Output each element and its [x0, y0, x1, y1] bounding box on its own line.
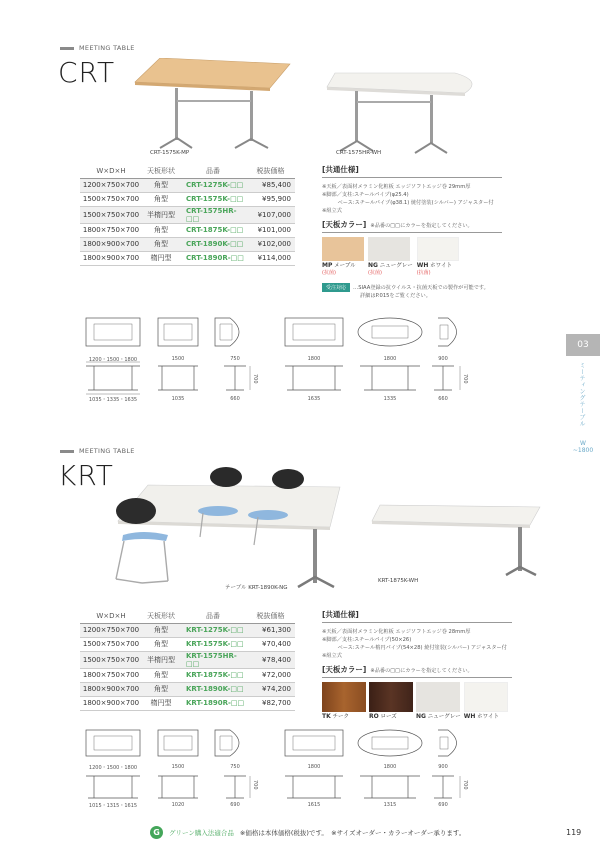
krt-spec-title: [共通仕様] — [322, 609, 512, 623]
color-option-ro: RO ローズ — [369, 682, 413, 720]
cell-price: ¥107,000 — [246, 206, 295, 223]
cell-price: ¥82,700 — [246, 696, 295, 710]
cell-price: ¥61,300 — [246, 623, 295, 637]
cell-shape: 半楕円型 — [142, 206, 180, 223]
crt-spec-block — [322, 164, 502, 300]
crt-color-title: [天板カラー] — [322, 220, 367, 229]
dim-label: 1315 — [383, 802, 397, 808]
dim-label: 660 — [230, 396, 240, 402]
dim-label: 690 — [230, 802, 240, 808]
spec-line: ※組立式 — [322, 653, 342, 659]
dim-label: 1500 — [171, 764, 185, 770]
dim-label: 1335 — [383, 396, 397, 402]
cell-size: 1800×750×700 — [80, 223, 142, 237]
table-header-row — [80, 609, 295, 623]
dim-label: 1615 — [307, 802, 321, 808]
cell-price: ¥78,400 — [246, 651, 295, 668]
crt-color-note: ※品番の□□にカラーを指定してください。 — [370, 223, 473, 229]
dim-label: 1200・1500・1800 — [88, 765, 138, 771]
cell-shape: 楕円型 — [142, 696, 180, 710]
cell-price: ¥95,900 — [246, 192, 295, 206]
table-row — [80, 637, 295, 651]
dim-label: 700 — [252, 374, 258, 384]
krt-photo-with-chairs-caption: テーブル KRT-1890K-NG — [225, 585, 288, 591]
white-swatch — [417, 237, 459, 261]
dim-label: 1800 — [383, 356, 397, 362]
teak-swatch — [322, 682, 366, 712]
dim-label: 1035 — [171, 396, 185, 402]
cell-code: KRT-1875K-□□ — [180, 668, 246, 682]
cell-shape: 角型 — [142, 668, 180, 682]
dim-label: 1800 — [307, 356, 321, 362]
cell-size: 1800×750×700 — [80, 668, 142, 682]
crt-photo-rect — [130, 58, 295, 150]
dim-label: 900 — [438, 764, 448, 770]
cell-code: KRT-1890K-□□ — [180, 682, 246, 696]
dim-label: 1800 — [307, 764, 321, 770]
spec-line: ※脚部／支柱:スチールパイプ(φ25.4) — [322, 192, 409, 198]
cell-price: ¥114,000 — [246, 251, 295, 265]
maple-swatch — [322, 237, 364, 261]
crt-title: CRT — [58, 56, 116, 89]
col-header: 税抜価格 — [246, 164, 295, 178]
cell-size: 1800×900×700 — [80, 237, 142, 251]
cell-price: ¥72,000 — [246, 668, 295, 682]
table-row — [80, 682, 295, 696]
dim-label: 900 — [438, 356, 448, 362]
cell-size: 1500×750×700 — [80, 192, 142, 206]
green-purchase-text: グリーン購入法適合品 — [169, 829, 234, 837]
spec-line: ※天板／表面材メラミン化粧板 エッジソフトエッジ巻 28mm厚 — [322, 629, 471, 635]
cell-price: ¥74,200 — [246, 682, 295, 696]
krt-color-title: [天板カラー] — [322, 665, 367, 674]
cell-code: CRT-1575HR-□□ — [180, 206, 246, 223]
cell-size: 1500×750×700 — [80, 651, 142, 668]
cell-code: KRT-1890R-□□ — [180, 696, 246, 710]
newgray-swatch — [416, 682, 460, 712]
krt-price-table — [80, 609, 295, 711]
dim-label: 1500 — [171, 356, 185, 362]
cell-shape: 楕円型 — [142, 251, 180, 265]
white-swatch — [464, 682, 508, 712]
spec-line: ベース:スチール楕円パイプ(54×28) 焼付塗装(シルバー) アジャスター付 — [322, 645, 507, 651]
cell-shape: 角型 — [142, 682, 180, 696]
cell-shape: 角型 — [142, 237, 180, 251]
cell-size: 1500×750×700 — [80, 637, 142, 651]
table-row — [80, 206, 295, 223]
col-header: W×D×H — [80, 609, 142, 623]
newgray-swatch — [368, 237, 410, 261]
cell-code: CRT-1890R-□□ — [180, 251, 246, 265]
cell-size: 1800×900×700 — [80, 251, 142, 265]
krt-photo-rect-caption: KRT-1875K-WH — [378, 578, 419, 584]
green-purchase-logo-icon: G — [150, 826, 163, 839]
cell-shape: 角型 — [142, 223, 180, 237]
dim-label: 750 — [230, 764, 240, 770]
col-header: W×D×H — [80, 164, 142, 178]
table-row — [80, 623, 295, 637]
cell-shape: 角型 — [142, 637, 180, 651]
color-option-ng: NG ニューグレー (抗菌) — [368, 237, 413, 276]
color-option-mp: MP メープル (抗菌) — [322, 237, 364, 276]
spec-line: ※脚部／支柱:スチールパイプ(50×26) — [322, 637, 412, 643]
chapter-tab: 03 — [566, 334, 600, 356]
dim-label: 700 — [252, 780, 258, 790]
cell-price: ¥101,000 — [246, 223, 295, 237]
chapter-range: W ~1800 — [572, 440, 594, 454]
spec-line: ※組立式 — [322, 208, 342, 214]
col-header: 品番 — [180, 164, 246, 178]
table-row — [80, 192, 295, 206]
badge-text: …SIAA登録の抗ウイルス・抗菌天板での製作が可能です。 — [353, 284, 489, 291]
table-row — [80, 251, 295, 265]
page-number: 119 — [566, 828, 582, 837]
cell-price: ¥102,000 — [246, 237, 295, 251]
cell-size: 1800×900×700 — [80, 696, 142, 710]
table-header-row — [80, 164, 295, 178]
cell-code: CRT-1275K-□□ — [180, 178, 246, 192]
crt-photo-halfoval — [325, 65, 485, 155]
table-row — [80, 223, 295, 237]
cell-shape: 角型 — [142, 623, 180, 637]
table-row — [80, 178, 295, 192]
krt-color-note: ※品番の□□にカラーを指定してください。 — [370, 668, 473, 674]
crt-price-table — [80, 164, 295, 266]
krt-title: KRT — [58, 459, 114, 492]
col-header: 品番 — [180, 609, 246, 623]
cell-code: CRT-1875K-□□ — [180, 223, 246, 237]
dim-label: 1035・1335・1635 — [88, 397, 138, 403]
color-option-wh: WH ホワイト (抗菌) — [417, 237, 459, 276]
dim-label: 1020 — [171, 802, 185, 808]
dim-label: 1635 — [307, 396, 321, 402]
cell-size: 1200×750×700 — [80, 178, 142, 192]
cell-shape: 半楕円型 — [142, 651, 180, 668]
col-header: 税抜価格 — [246, 609, 295, 623]
spec-line: ※天板／表面材メラミン化粧板 エッジソフトエッジ巻 29mm厚 — [322, 184, 471, 190]
spec-line: ベース:スチールパイプ(φ38.1) 焼付塗装(シルバー) アジャスター付 — [322, 200, 494, 206]
made-to-order-badge: 受注対応 — [322, 283, 350, 292]
crt-dimension-drawings — [80, 316, 480, 406]
cell-code: KRT-1575K-□□ — [180, 637, 246, 651]
crt-spec-title: [共通仕様] — [322, 164, 502, 178]
dim-label: 700 — [462, 374, 468, 384]
col-header: 天板形状 — [142, 609, 180, 623]
dim-label: 1800 — [383, 764, 397, 770]
krt-spec-block — [322, 609, 512, 720]
table-row — [80, 237, 295, 251]
color-option-ng: NG ニューグレー — [416, 682, 461, 720]
cell-size: 1500×750×700 — [80, 206, 142, 223]
cell-size: 1200×750×700 — [80, 623, 142, 637]
col-header: 天板形状 — [142, 164, 180, 178]
crt-photo-rect-caption: CRT-1575K-MP — [150, 150, 190, 156]
cell-shape: 角型 — [142, 192, 180, 206]
table-row — [80, 696, 295, 710]
color-option-tk: TK チーク — [322, 682, 366, 720]
cell-size: 1800×900×700 — [80, 682, 142, 696]
dim-label: 750 — [230, 356, 240, 362]
table-row — [80, 651, 295, 668]
table-row — [80, 668, 295, 682]
cell-shape: 角型 — [142, 178, 180, 192]
krt-photo-with-chairs — [108, 465, 348, 595]
crt-section-label: MEETING TABLE — [60, 44, 135, 52]
dim-label: 700 — [462, 780, 468, 790]
dim-label: 660 — [438, 396, 448, 402]
footer-note: ※価格は本体価格(税抜)です。 ※サイズオーダー・カラーオーダー承ります。 — [239, 829, 466, 837]
dim-label: 1200・1500・1800 — [88, 357, 138, 363]
crt-photo-halfoval-caption: CRT-1575HR-WH — [336, 150, 382, 156]
cell-code: KRT-1275K-□□ — [180, 623, 246, 637]
cell-code: KRT-1575HR-□□ — [180, 651, 246, 668]
cell-code: CRT-1575K-□□ — [180, 192, 246, 206]
badge-text-2: 詳細はP.015をご覧ください。 — [360, 293, 431, 299]
color-option-wh: WH ホワイト — [464, 682, 508, 720]
rose-swatch — [369, 682, 413, 712]
cell-price: ¥85,400 — [246, 178, 295, 192]
cell-price: ¥70,400 — [246, 637, 295, 651]
dim-label: 690 — [438, 802, 448, 808]
cell-code: CRT-1890K-□□ — [180, 237, 246, 251]
footer — [150, 826, 465, 839]
chapter-title: ミーティングテーブル — [578, 362, 585, 427]
krt-photo-rect — [370, 503, 545, 578]
krt-section-label: MEETING TABLE — [60, 447, 135, 455]
dim-label: 1015・1315・1615 — [88, 803, 138, 809]
